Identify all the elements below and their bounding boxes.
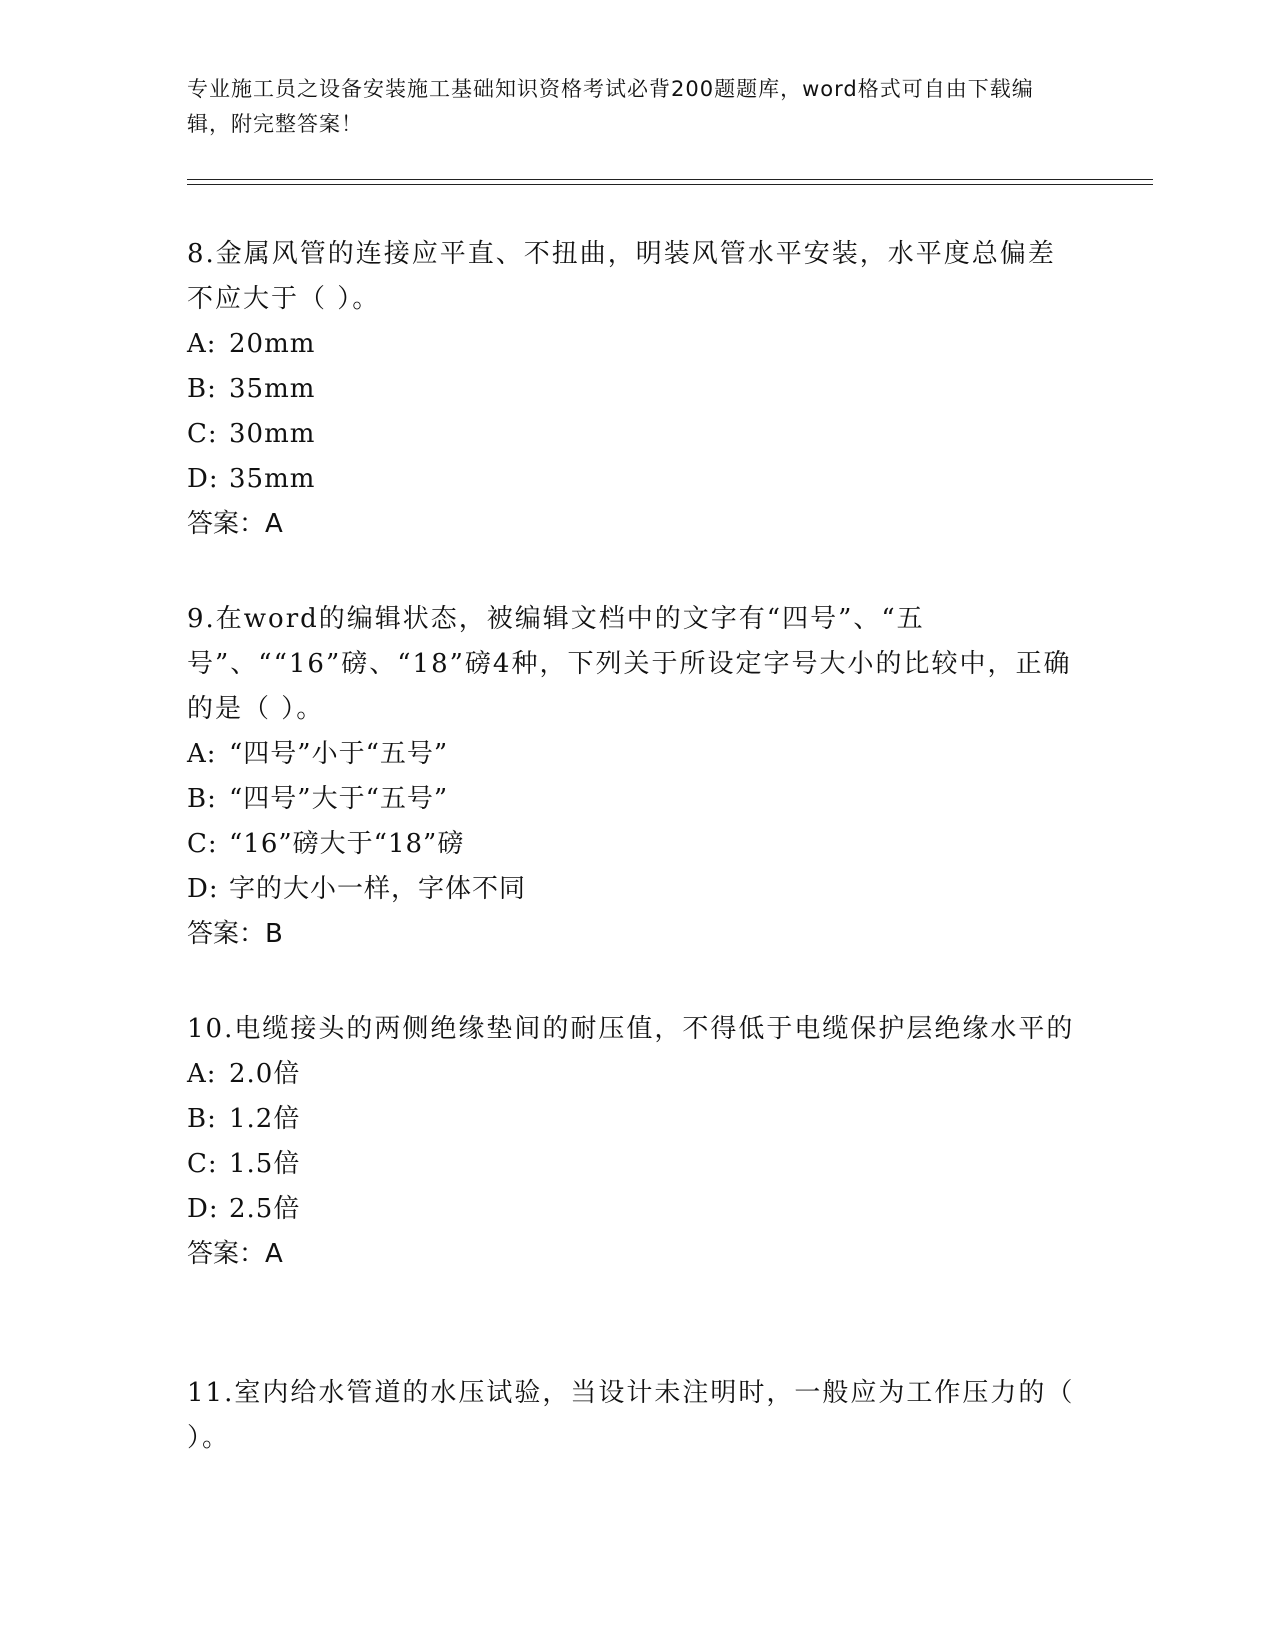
option-letter: A: [187,329,217,359]
option-b [187,1097,1077,1142]
question-stem: 8.金属风管的连接应平直、不扭曲，明装风管水平安装，水平度总偏差不应大于（ ）。 [187,239,1056,314]
option-d [187,1187,1077,1232]
option-text: 30mm [229,419,316,449]
option-text: 35mm [229,374,316,404]
answer-line: 答案：A [187,1239,283,1269]
option-a [187,322,1077,367]
option-letter: B: [187,784,217,814]
option-letter: B: [187,374,217,404]
option-d [187,457,1077,502]
option-text: 20mm [229,329,316,359]
option-c [187,412,1077,457]
header-divider-bottom [187,184,1153,185]
option-a [187,1052,1077,1097]
option-text: 1.2倍 [229,1104,301,1134]
option-letter: D: [187,464,219,494]
question-8 [187,232,1077,547]
header-divider-top [187,179,1153,180]
document-header: 专业施工员之设备安装施工基础知识资格考试必背200题题库，word格式可自由下载编辑，附完整答案！ [187,77,1034,136]
question-stem: 9.在word的编辑状态，被编辑文档中的文字有“四号”、“五号”、““16”磅、“18”磅4种，下列关于所设定字号大小的比较中，正确的是（ ）。 [187,604,1072,724]
option-letter: D: [187,874,219,904]
option-text: 2.5倍 [229,1194,301,1224]
answer-line: 答案：B [187,919,283,949]
option-b [187,367,1077,412]
option-b [187,777,1077,822]
question-stem: 10.电缆接头的两侧绝缘垫间的耐压值，不得低于电缆保护层绝缘水平的 [187,1014,1075,1044]
option-c [187,822,1077,867]
question-11 [187,1371,1077,1461]
option-text: “16”磅大于“18”磅 [229,829,465,859]
option-d [187,867,1077,912]
option-text: “四号”大于“五号” [229,784,449,814]
option-letter: C: [187,419,218,449]
option-letter: C: [187,1149,218,1179]
question-9 [187,597,1077,957]
option-c [187,1142,1077,1187]
option-letter: C: [187,829,218,859]
option-letter: A: [187,739,217,769]
question-stem: 11.室内给水管道的水压试验，当设计未注明时，一般应为工作压力的（ ）。 [187,1378,1075,1453]
option-text: “四号”小于“五号” [229,739,449,769]
option-text: 35mm [229,464,316,494]
option-text: 1.5倍 [229,1149,301,1179]
option-letter: A: [187,1059,217,1089]
option-text: 字的大小一样，字体不同 [229,874,527,904]
option-letter: D: [187,1194,219,1224]
option-text: 2.0倍 [229,1059,301,1089]
answer-line: 答案：A [187,509,283,539]
question-10 [187,1007,1077,1277]
option-letter: B: [187,1104,217,1134]
option-a [187,732,1077,777]
